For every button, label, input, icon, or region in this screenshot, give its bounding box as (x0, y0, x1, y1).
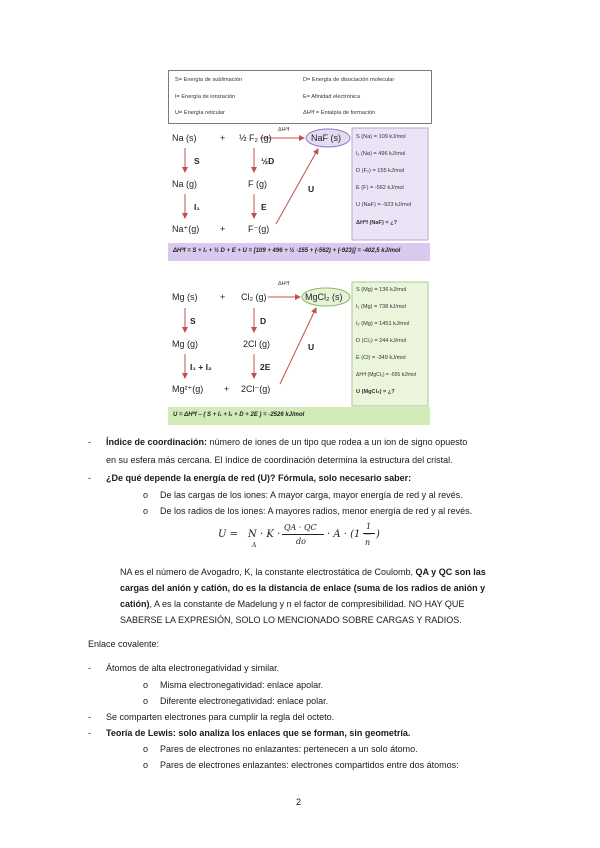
lewis-theory: Teoría de Lewis: solo analiza los enlaces que se forman, sin geometría. (106, 728, 411, 738)
naf-value: E (F) = -562 kJ/mol (356, 185, 404, 191)
list-dash: - (88, 437, 91, 447)
mgcl2-step-d: D (260, 316, 267, 326)
lewis-point-a: Pares de electrones no enlazantes: pertenecen a un solo átomo. (160, 744, 418, 754)
mgcl2-value: E (Cl) = -349 kJ/mol (356, 355, 406, 361)
mgcl2-value: I₁ (Mg) = 738 kJ/mol (356, 304, 406, 310)
list-dash: - (88, 663, 91, 673)
legend-h: ΔHºf = Entalpía de formación (303, 110, 376, 116)
legend-u: U= Energía reticular (175, 110, 225, 116)
lattice-energy-equation: U = N A · K · QA · QC do · A · (1 − 1 n ) (218, 522, 380, 549)
constants-line3: catión), A es la constante de Madelung y n el factor de compresibilidad. NO HAY QUE (120, 599, 465, 609)
naf-value: D (F₂) = 155 kJ/mol (356, 168, 405, 174)
covalent-heading: Enlace covalente: (88, 639, 160, 649)
naf-value: ΔHºf (NaF) = ¿? (356, 220, 398, 226)
mgcl2-value: ΔHºf (MgCl₂) = -655 kJ/mol (356, 372, 417, 378)
mgcl2-value: U (MgCl₂) = ¿? (356, 389, 395, 395)
naf-value: U (NaF) = -923 kJ/mol (356, 202, 412, 208)
legend-i: I= Energía de ionización (175, 94, 236, 100)
coordination-definition: número de iones de un tipo que rodea a un ion de signo opuesto (207, 437, 468, 447)
constants-line2: cargas del anión y catión, do es la distancia de enlace (suma de los radios de anión y (120, 583, 486, 593)
naf-f-g: F (g) (248, 179, 267, 189)
list-dash: - (88, 712, 91, 722)
naf-value: I₁ (Na) = 496 kJ/mol (356, 151, 406, 157)
naf-step-d: ½D (261, 156, 275, 166)
mgcl2-plus-2: + (224, 384, 230, 394)
covalent-point-2: Se comparten electrones para cumplir la regla del octeto. (106, 712, 335, 722)
legend-e: E= Afinidad electrónica (303, 94, 361, 100)
mgcl2-cl-ion: 2Cl⁻(g) (241, 384, 271, 394)
naf-born-haber-diagram (168, 124, 430, 262)
mgcl2-step-e: 2E (260, 362, 271, 372)
mgcl2-step-s: S (190, 316, 196, 326)
mgcl2-value: I₂ (Mg) = 1451 kJ/mol (356, 321, 410, 327)
list-bullet: o (143, 680, 149, 690)
naf-step-e: E (261, 202, 267, 212)
naf-arrows (168, 124, 430, 262)
list-bullet: o (143, 490, 149, 500)
list-bullet: o (143, 696, 149, 706)
mgcl2-value: D (Cl₂) = 244 kJ/mol (356, 338, 407, 344)
naf-f2-g: ½ F₂ (g) (239, 133, 272, 143)
mgcl2-plus-1: + (220, 292, 226, 302)
mgcl2-arrows (168, 278, 430, 426)
mgcl2-cl-g: 2Cl (g) (243, 339, 271, 349)
mgcl2-cl2-g: Cl₂ (g) (241, 292, 267, 302)
constants-line1: NA es el número de Avogadro, K, la constante electrostática de Coulomb, QA y QC son las (120, 567, 486, 577)
naf-plus-2: + (220, 224, 226, 234)
legend-box (168, 70, 432, 124)
naf-na-s: Na (s) (172, 133, 197, 143)
naf-f-minus: F⁻(g) (248, 224, 270, 234)
mgcl2-step-i: I₁ + I₂ (190, 362, 212, 372)
legend-d: D= Energía de disociación molecular (303, 77, 395, 83)
naf-product: NaF (s) (311, 133, 341, 143)
naf-plus-1: + (220, 133, 226, 143)
coordination-line2: en su esfera más cercana. El índice de coordinación determina la estructura del cristal. (106, 455, 453, 465)
mgcl2-product: MgCl₂ (s) (305, 292, 343, 302)
legend-s: S= Energía de sublimación (175, 77, 243, 83)
naf-na-plus: Na⁺(g) (172, 224, 200, 234)
page-number: 2 (296, 797, 302, 807)
list-dash: - (88, 728, 91, 738)
naf-value: S (Na) = 109 kJ/mol (356, 134, 406, 140)
coordination-term: Índice de coordinación: (106, 437, 208, 447)
naf-formula: ΔHºf = S + I₁ + ½ D + E + U = [109 + 496 + ½ ·155 + (-562) + (-923)] = -402,5 kJ/mol (173, 248, 401, 254)
mgcl2-hf-label: ΔHºf (278, 281, 290, 287)
covalent-point-1a: Misma electronegatividad: enlace apolar. (160, 680, 324, 690)
mgcl2-mg-s: Mg (s) (172, 292, 198, 302)
coordination-paragraph (106, 436, 467, 449)
mgcl2-mg-g: Mg (g) (172, 339, 199, 349)
naf-step-u: U (308, 184, 315, 194)
mgcl2-formula: U = ΔHºf – ( S + I₁ + I₂ + D + 2E ) = -2526 kJ/mol (173, 412, 305, 418)
lattice-energy-question: ¿De qué depende la energía de red (U)? Fórmula, solo necesario saber: (106, 473, 412, 483)
list-bullet: o (143, 506, 149, 516)
mgcl2-mg-ion: Mg²⁺(g) (172, 384, 204, 394)
mgcl2-step-u: U (308, 342, 315, 352)
naf-step-i: I₁ (194, 202, 200, 212)
list-bullet: o (143, 744, 149, 754)
covalent-point-1b: Diferente electronegatividad: enlace polar. (160, 696, 329, 706)
mgcl2-born-haber-diagram (168, 278, 430, 426)
mgcl2-value: S (Mg) = 136 kJ/mol (356, 287, 407, 293)
charge-dependence: De las cargas de los iones: A mayor carga, mayor energía de red y al revés. (160, 490, 463, 500)
lewis-point-b: Pares de electrones enlazantes: electrones compartidos entre dos átomos: (160, 760, 459, 770)
radius-dependence: De los radios de los iones: A mayores radios, menor energía de red y al revés. (160, 506, 473, 516)
naf-step-s: S (194, 156, 200, 166)
list-dash: - (88, 473, 91, 483)
list-bullet: o (143, 760, 149, 770)
naf-na-g: Na (g) (172, 179, 198, 189)
naf-hf-label: ΔHºf (278, 127, 290, 133)
covalent-point-1: Átomos de alta electronegatividad y similar. (106, 663, 280, 673)
constants-line4: SABERSE LA EXPRESIÓN, SOLO LO MENCIONADO SOBRE CARGAS Y RADIOS. (120, 615, 462, 625)
